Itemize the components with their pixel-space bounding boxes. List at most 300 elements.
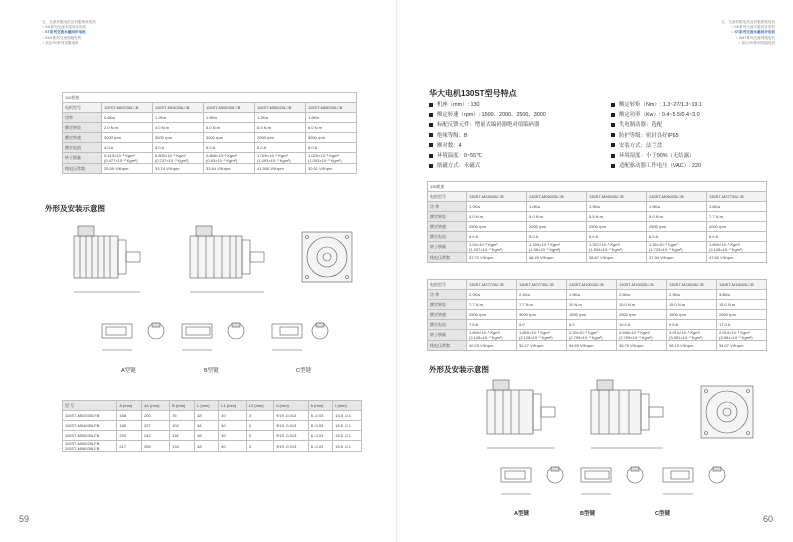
column-header: B (mm) bbox=[170, 401, 195, 411]
key-b-caption: B型键 bbox=[204, 368, 219, 374]
table-cell: 40 bbox=[219, 431, 246, 441]
key-b-drawing bbox=[182, 323, 244, 350]
table-cell: 15.5 -0.1 bbox=[333, 441, 362, 452]
table-cell: 1.0Kw bbox=[467, 202, 527, 212]
table-cell: 4.0 N.m bbox=[153, 123, 204, 133]
table-cell: 0.886×10⁻³ Kgm² (0.93×10⁻³ Kgm²) bbox=[204, 153, 255, 164]
table-cell: 40 bbox=[219, 411, 246, 421]
table-cell: 38.79 V/Krpm bbox=[617, 341, 667, 351]
table-cell: 3000 rpm bbox=[153, 133, 204, 143]
nav-link-st[interactable]: ○ ST系列交流永磁同步电机 bbox=[42, 30, 86, 35]
table-cell: 5.0 N.m bbox=[527, 212, 587, 222]
page-number-left: 59 bbox=[19, 514, 30, 524]
table-cell: 1.04×10⁻³ Kgm² (1.207×10⁻³ Kgm²) bbox=[467, 242, 527, 253]
table-cell: 15.5 -0.1 bbox=[333, 431, 362, 441]
nav-heading: 五、交流伺服电机及伺服系统电机 bbox=[42, 20, 96, 24]
table-cell: 2.39×10⁻³ Kgm² (2.799×10⁻³ Kgm²) bbox=[567, 330, 617, 341]
table-cell: 2500 rpm bbox=[587, 222, 647, 232]
table-cell: 0.600×10⁻³ Kgm² (0.737×10⁻³ Kgm²) bbox=[153, 153, 204, 164]
table-cell: 4.0 N.m bbox=[467, 212, 527, 222]
bullet-icon bbox=[611, 154, 615, 158]
model-header: 130ST-M07730L□B bbox=[517, 280, 567, 290]
shaft-key-drawings bbox=[96, 316, 346, 362]
table-cell: 40 bbox=[219, 441, 246, 452]
table-cell: 158 bbox=[117, 411, 142, 421]
feature-item bbox=[611, 141, 702, 151]
table-cell: 0.6Kw bbox=[102, 113, 153, 123]
motor-outline-drawing bbox=[66, 222, 366, 302]
table-cell: 2500 rpm bbox=[467, 310, 517, 320]
table-cell: 37.72 V/Krpm bbox=[467, 253, 527, 263]
feature-text: 绝缘等级：B bbox=[437, 132, 468, 139]
model-header: 130ST-M15015L□B bbox=[667, 280, 717, 290]
table-cell: 3000 rpm bbox=[102, 133, 153, 143]
key-b-caption: B型键 bbox=[580, 511, 595, 517]
table-cell: 10 N.m bbox=[567, 300, 617, 310]
table-cell: 15.0 N.m bbox=[667, 300, 717, 310]
table-cell: 6.0 A bbox=[204, 143, 255, 153]
table-cell: 1.2Kw bbox=[153, 113, 204, 123]
features-left-list bbox=[429, 100, 546, 171]
table-cell: 4.0 A bbox=[467, 232, 527, 242]
table-row bbox=[63, 431, 362, 441]
model-header: 130ST-M07725L□B bbox=[467, 280, 517, 290]
left-page bbox=[0, 0, 396, 542]
feature-text: 机座（mm）: 130 bbox=[437, 102, 480, 108]
table-cell: 2.0Kw bbox=[467, 290, 517, 300]
table-cell: 1500 rpm bbox=[567, 310, 617, 320]
table-row bbox=[63, 421, 362, 431]
row-label: 额定电流 bbox=[63, 143, 102, 153]
table-cell: 1.859×10⁻³ Kgm² (2.128×10⁻³ Kgm²) bbox=[517, 330, 567, 341]
table-cell: 3 bbox=[246, 421, 273, 431]
bullet-icon bbox=[429, 133, 433, 137]
table-cell: Φ19 -0.013 bbox=[274, 431, 309, 441]
table-cell: 7.5 A bbox=[467, 320, 517, 330]
table-cell: 2.0 N.m bbox=[102, 123, 153, 133]
row-label: 转子惯量 bbox=[428, 242, 467, 253]
table-cell: 1.859×10⁻³ Kgm² (2.128×10⁻³ Kgm²) bbox=[467, 330, 517, 341]
table-cell: 9.5 A bbox=[667, 320, 717, 330]
table-cell: 6.0 N.m bbox=[306, 123, 357, 133]
table-cell: 48.49 V/Krpm bbox=[527, 253, 587, 263]
table-cell: 1.0Kw bbox=[527, 202, 587, 212]
table-row bbox=[428, 242, 767, 253]
feature-text: 额定转矩（Nm）: 1.3~27/1.3~19.1 bbox=[619, 102, 702, 108]
table-cell: 1.6Kw bbox=[306, 113, 357, 123]
table-cell: 2500 rpm bbox=[467, 222, 527, 232]
table-cell: 2000 rpm bbox=[707, 222, 767, 232]
column-header: L2 (mm) bbox=[246, 401, 273, 411]
feature-text: 安装方式：法兰盘 bbox=[619, 142, 663, 149]
table-cell: 1.5Kw bbox=[647, 202, 707, 212]
table-cell: 3.914×10⁻³ Kgm² (3.981×10⁻³ Kgm²) bbox=[667, 330, 717, 341]
table-cell: 10.0 A bbox=[617, 320, 667, 330]
table-row bbox=[63, 143, 357, 153]
table-cell: 40 bbox=[219, 421, 246, 431]
table-group-label: 110机座 bbox=[63, 93, 357, 103]
table-cell: 6.0 A bbox=[707, 232, 767, 242]
table-row bbox=[428, 300, 767, 310]
table-cell: 5.0 A bbox=[527, 232, 587, 242]
table-cell: 5.0 A bbox=[587, 232, 647, 242]
table-cell: 1.6Kw bbox=[707, 202, 767, 212]
bullet-icon bbox=[429, 154, 433, 158]
table-row bbox=[428, 320, 767, 330]
table-cell: 6 -0.03 bbox=[308, 421, 332, 431]
motor-flange-front-view bbox=[701, 386, 753, 438]
table-cell: 2.6Kw bbox=[617, 290, 667, 300]
table-cell: 110ST-M06020LFB 110ST-M06030LFB bbox=[63, 441, 117, 452]
table-cell: 2000 rpm bbox=[527, 222, 587, 232]
table-cell: 48 bbox=[195, 441, 219, 452]
model-header: 130ST-M06025L□B bbox=[587, 192, 647, 202]
key-c-drawing bbox=[663, 467, 725, 494]
model-header: 130ST-M07730L□B bbox=[707, 192, 767, 202]
table-row bbox=[428, 253, 767, 263]
spec-table-130-b bbox=[427, 279, 767, 351]
table-cell: 1.333×10⁻³ Kgm² (1.56×10⁻³ Kgm²) bbox=[527, 242, 587, 253]
series-title: 华大电机130ST型号特点 bbox=[429, 89, 517, 98]
feature-item bbox=[429, 161, 546, 171]
table-cell: 5.0 N.m bbox=[204, 123, 255, 133]
key-a-caption: A型键 bbox=[514, 511, 529, 517]
column-header: A1 (mm) bbox=[142, 401, 170, 411]
table-cell: 6.0 A bbox=[647, 232, 707, 242]
table-cell: 242 bbox=[142, 431, 170, 441]
outline-title: 外形及安装示意图 bbox=[45, 204, 105, 213]
table-cell: 33.74 V/Krpm bbox=[153, 164, 204, 174]
nav-link-gk[interactable]: ○ GK系列交流永磁同步电机 bbox=[42, 25, 87, 30]
model-header: 130ST-M04025L□B bbox=[467, 192, 527, 202]
table-group-label: 130机座 bbox=[428, 182, 767, 192]
table-cell: 1.337×10⁻³ Kgm² (1.594×10⁻³ Kgm²) bbox=[587, 242, 647, 253]
table-row bbox=[63, 164, 357, 174]
table-cell: 17.0 A bbox=[717, 320, 767, 330]
model-header: 110ST-M05030L□B bbox=[204, 103, 255, 113]
table-cell: Φ19 -0.013 bbox=[274, 421, 309, 431]
table-cell: 6.0 bbox=[567, 320, 617, 330]
table-row bbox=[63, 441, 362, 452]
column-header: b (mm) bbox=[308, 401, 332, 411]
model-header: 130ST-M10025L□B bbox=[617, 280, 667, 290]
table-row bbox=[428, 212, 767, 222]
feature-text: 励磁方式：永磁式 bbox=[437, 163, 481, 170]
feature-item bbox=[611, 100, 702, 110]
table-cell: 2.4Kw bbox=[517, 290, 567, 300]
motor-side-view-a bbox=[74, 226, 140, 292]
table-cell: 15.5 -0.1 bbox=[333, 421, 362, 431]
table-cell: 0.413×10⁻³ Kgm² (0.477×10⁻³ Kgm²) bbox=[102, 153, 153, 164]
key-c-caption: C型键 bbox=[655, 511, 670, 517]
table-row bbox=[428, 341, 767, 351]
spec-table-130-a bbox=[427, 181, 767, 263]
feature-item bbox=[611, 151, 702, 161]
column-header: d (mm) bbox=[274, 401, 309, 411]
right-page bbox=[397, 0, 793, 542]
table-cell: 1.3Kw bbox=[587, 202, 647, 212]
table-cell: 9.0 bbox=[517, 320, 567, 330]
nav-link-sm7[interactable]: ○ SM7系列交流伺服电机 bbox=[42, 35, 82, 40]
feature-text: 适配驱动器工作电压（VAC）: 220 bbox=[619, 163, 701, 170]
table-cell: 1.55×10⁻³ Kgm² (1.723×10⁻³ Kgm²) bbox=[647, 242, 707, 253]
table-cell: 6 -0.03 bbox=[308, 411, 332, 421]
table-cell: 15.5 -0.1 bbox=[333, 411, 362, 421]
feature-text: 失电制动器：选配 bbox=[619, 122, 663, 129]
motor-side-view-a bbox=[487, 380, 555, 448]
column-header: t (mm) bbox=[333, 401, 362, 411]
table-cell: Φ19 -0.013 bbox=[274, 441, 309, 452]
table-cell: 1.859×10⁻³ Kgm² (2.128×10⁻³ Kgm²) bbox=[707, 242, 767, 253]
feature-item bbox=[429, 151, 546, 161]
page-number-right: 60 bbox=[762, 514, 773, 524]
table-cell: 6 -0.03 bbox=[308, 441, 332, 452]
model-header: 130ST-M05025L□B bbox=[527, 192, 587, 202]
bullet-icon bbox=[429, 143, 433, 147]
bullet-icon bbox=[429, 164, 433, 168]
table-cell: 6.0 N.m bbox=[647, 212, 707, 222]
row-label: 线电压常数 bbox=[428, 341, 467, 351]
feature-text: 额定功率（Kw）: 0.4~5.5/0.4~3.0 bbox=[619, 112, 700, 119]
row-label: 额定转矩 bbox=[428, 300, 467, 310]
table-cell: 5.5 N.m bbox=[587, 212, 647, 222]
table-cell: 7.7 N.m bbox=[707, 212, 767, 222]
row-label: 额定转矩 bbox=[63, 123, 102, 133]
key-b-drawing bbox=[581, 467, 643, 494]
row-label: 转子惯量 bbox=[63, 153, 102, 164]
table-cell: 25.59 V/Krpm bbox=[102, 164, 153, 174]
table-header-row bbox=[428, 192, 767, 202]
model-header: 110ST-M06020L□B bbox=[255, 103, 306, 113]
table-row bbox=[63, 411, 362, 421]
motor-side-view-b bbox=[190, 226, 264, 292]
table-cell: 30.51 V/Krpm bbox=[306, 164, 357, 174]
row-label: 线电压常数 bbox=[428, 253, 467, 263]
bullet-icon bbox=[611, 103, 615, 107]
table-cell: 1500 rpm bbox=[667, 310, 717, 320]
key-a-drawing bbox=[501, 467, 563, 494]
table-cell: 7.7 N.m bbox=[517, 300, 567, 310]
feature-text: 额定转速（rpm）: 1500、2000、2500、3000 bbox=[437, 112, 546, 119]
table-header-row bbox=[428, 280, 767, 290]
feature-item bbox=[429, 131, 546, 141]
table-cell: 6.0 A bbox=[255, 143, 306, 153]
nav-heading: 五、交流伺服电机及伺服系统电机 bbox=[721, 20, 775, 24]
table-cell: 33.84 V/Krpm bbox=[204, 164, 255, 174]
table-row bbox=[63, 123, 357, 133]
table-header-row bbox=[63, 103, 357, 113]
table-row bbox=[428, 232, 767, 242]
table-cell: 98.13 V/Krpm bbox=[667, 341, 717, 351]
row-label: 额定电流 bbox=[428, 232, 467, 242]
table-row bbox=[63, 113, 357, 123]
nav-link-gk[interactable]: ○ GK系列交流永磁同步电机 bbox=[730, 25, 775, 30]
dimension-table bbox=[62, 400, 362, 452]
table-cell: 110ST-M04030LFB bbox=[63, 421, 117, 431]
table-cell: 110ST-M02030LFB bbox=[63, 411, 117, 421]
table-cell: Φ19 -0.013 bbox=[274, 411, 309, 421]
table-cell: 2.536×10⁻³ Kgm² (2.799×10⁻³ Kgm²) bbox=[617, 330, 667, 341]
feature-item bbox=[429, 141, 546, 151]
feature-text: 标配反馈元件：增量式编码器绝对值编码器 bbox=[437, 122, 540, 129]
feature-item bbox=[429, 120, 546, 130]
model-header: 130ST-M10015L□B bbox=[567, 280, 617, 290]
table-cell: 1.2Kw bbox=[255, 113, 306, 123]
column-header: A (mm) bbox=[117, 401, 142, 411]
feature-item bbox=[611, 161, 702, 171]
table-cell: 118 bbox=[170, 431, 195, 441]
column-header: L1 (mm) bbox=[219, 401, 246, 411]
row-label: 额定转速 bbox=[428, 310, 467, 320]
model-header: 130ST-M06025L□B bbox=[647, 192, 707, 202]
table-cell: 3 bbox=[246, 411, 273, 421]
table-cell: 34.07 V/Krpm bbox=[717, 341, 767, 351]
table-cell: 8.0 A bbox=[306, 143, 357, 153]
table-cell: 200 bbox=[142, 411, 170, 421]
table-cell: 48 bbox=[195, 431, 219, 441]
bullet-icon bbox=[611, 113, 615, 117]
model-header: 110ST-M06030L□B bbox=[306, 103, 357, 113]
key-c-caption: C型键 bbox=[296, 368, 311, 374]
table-cell: 76 bbox=[170, 411, 195, 421]
bullet-icon bbox=[429, 103, 433, 107]
table-row bbox=[428, 310, 767, 320]
feature-item bbox=[429, 110, 546, 120]
shaft-key-drawings bbox=[497, 462, 757, 506]
table-cell: 217 bbox=[117, 441, 142, 452]
column-header: L (mm) bbox=[195, 401, 219, 411]
table-cell: 28.67 V/Krpm bbox=[587, 253, 647, 263]
table-cell: 40.03 V/Krpm bbox=[467, 341, 517, 351]
feature-item bbox=[611, 131, 702, 141]
motor-flange-front-view bbox=[302, 232, 352, 282]
table-cell: 41.500 V/Krpm bbox=[255, 164, 306, 174]
feature-text: 额对数：4 bbox=[437, 142, 462, 149]
table-cell: 3000 rpm bbox=[204, 133, 255, 143]
nav-link-st[interactable]: ○ ST系列交流永磁同步电机 bbox=[731, 30, 775, 35]
bullet-icon bbox=[611, 143, 615, 147]
table-cell: 48 bbox=[195, 411, 219, 421]
row-label: 转子惯量 bbox=[428, 330, 467, 341]
table-cell: 15.0 N.m bbox=[717, 300, 767, 310]
row-label: 额定转矩 bbox=[428, 212, 467, 222]
right-breadcrumb-nav bbox=[721, 20, 775, 46]
table-cell: 1.5Kw bbox=[204, 113, 255, 123]
row-label: 额定电流 bbox=[428, 320, 467, 330]
key-a-caption: A型键 bbox=[121, 368, 136, 374]
model-header: 110ST-M02030L□B bbox=[102, 103, 153, 113]
row-label: 功率 bbox=[63, 113, 102, 123]
nav-link-sm7[interactable]: ○ SM7系列交流伺服电机 bbox=[735, 35, 775, 40]
table-cell: 94.69 V/Krpm bbox=[567, 341, 617, 351]
table-cell: 200 bbox=[117, 431, 142, 441]
table-cell: 47.50 V/Krpm bbox=[707, 253, 767, 263]
bullet-icon bbox=[611, 164, 615, 168]
key-c-drawing bbox=[272, 323, 328, 350]
table-cell: 2.3Kw bbox=[667, 290, 717, 300]
feature-text: 防护等级：密封良好IP65 bbox=[619, 132, 679, 139]
table-cell: 227 bbox=[142, 421, 170, 431]
feature-item bbox=[611, 110, 702, 120]
header-label: 电机型号 bbox=[63, 103, 102, 113]
table-cell: 259 bbox=[142, 441, 170, 452]
table-cell: 110ST-M05030LFB bbox=[63, 431, 117, 441]
table-cell: 37.34 V/Krpm bbox=[647, 253, 707, 263]
table-cell: 10.0 N.m bbox=[617, 300, 667, 310]
table-cell: 1.029×10⁻³ Kgm² (1.093×10⁻³ Kgm²) bbox=[306, 153, 357, 164]
table-cell: 7.7 N.m bbox=[467, 300, 517, 310]
features-right-list bbox=[611, 100, 702, 171]
table-cell: 1.029×10⁻³ Kgm² (1.093×10⁻³ Kgm²) bbox=[255, 153, 306, 164]
header-label: 电机型号 bbox=[428, 280, 467, 290]
table-cell: 1.5Kw bbox=[567, 290, 617, 300]
model-header: 110ST-M04030L□B bbox=[153, 103, 204, 113]
table-cell: 2500 rpm bbox=[717, 310, 767, 320]
motor-side-view-b bbox=[591, 380, 663, 448]
table-cell: 48 bbox=[195, 421, 219, 431]
nav-link-sv[interactable]: ○ 高压SV系列伺服电机 bbox=[738, 40, 775, 45]
row-label: 额定转速 bbox=[63, 133, 102, 143]
model-header: 130ST-M15025L□B bbox=[717, 280, 767, 290]
table-cell: 102 bbox=[170, 421, 195, 431]
feature-item bbox=[429, 100, 546, 110]
table-cell: 2500 rpm bbox=[647, 222, 707, 232]
row-label: 功 率 bbox=[428, 202, 467, 212]
key-a-drawing bbox=[102, 323, 164, 350]
table-cell: 3 bbox=[246, 431, 273, 441]
table-row bbox=[63, 133, 357, 143]
bullet-icon bbox=[611, 133, 615, 137]
left-breadcrumb-nav bbox=[42, 20, 96, 46]
table-cell: 6 -0.03 bbox=[308, 431, 332, 441]
motor-outline-drawing bbox=[479, 376, 765, 456]
table-row bbox=[428, 202, 767, 212]
feature-text: 环境温度：0~55℃ bbox=[437, 153, 483, 160]
table-cell: 3.8Kw bbox=[717, 290, 767, 300]
row-label: 功 率 bbox=[428, 290, 467, 300]
table-cell: 134 bbox=[170, 441, 195, 452]
row-label: 额定转速 bbox=[428, 222, 467, 232]
table-cell: 3 bbox=[246, 441, 273, 452]
header-label: 电机型号 bbox=[428, 192, 467, 202]
bullet-icon bbox=[611, 123, 615, 127]
table-cell: 32.27 V/Krpm bbox=[517, 341, 567, 351]
table-cell: 2500 rpm bbox=[617, 310, 667, 320]
table-cell: 2.914×10⁻³ Kgm² (3.981×10⁻³ Kgm²) bbox=[717, 330, 767, 341]
table-row bbox=[428, 290, 767, 300]
table-cell: 6.0 N.m bbox=[255, 123, 306, 133]
table-cell: 4.0 A bbox=[102, 143, 153, 153]
nav-link-sv[interactable]: ○ 高压SV系列伺服电机 bbox=[42, 40, 79, 45]
bullet-icon bbox=[429, 113, 433, 117]
table-cell: 3000 rpm bbox=[306, 133, 357, 143]
feature-item bbox=[611, 120, 702, 130]
table-cell: 185 bbox=[117, 421, 142, 431]
table-row bbox=[428, 222, 767, 232]
table-row bbox=[63, 153, 357, 164]
table-row bbox=[428, 330, 767, 341]
outline-title: 外形及安装示意图 bbox=[429, 365, 489, 374]
column-header: 型 号 bbox=[63, 401, 117, 411]
table-cell: 3000 rpm bbox=[517, 310, 567, 320]
table-cell: 5.0 A bbox=[153, 143, 204, 153]
row-label: 线电压常数 bbox=[63, 164, 102, 174]
spec-table-110 bbox=[62, 92, 357, 174]
feature-text: 环境湿度：小于90%（无结露） bbox=[619, 153, 695, 160]
bullet-icon bbox=[429, 123, 433, 127]
table-cell: 2000 rpm bbox=[255, 133, 306, 143]
table-header-row bbox=[63, 401, 362, 411]
